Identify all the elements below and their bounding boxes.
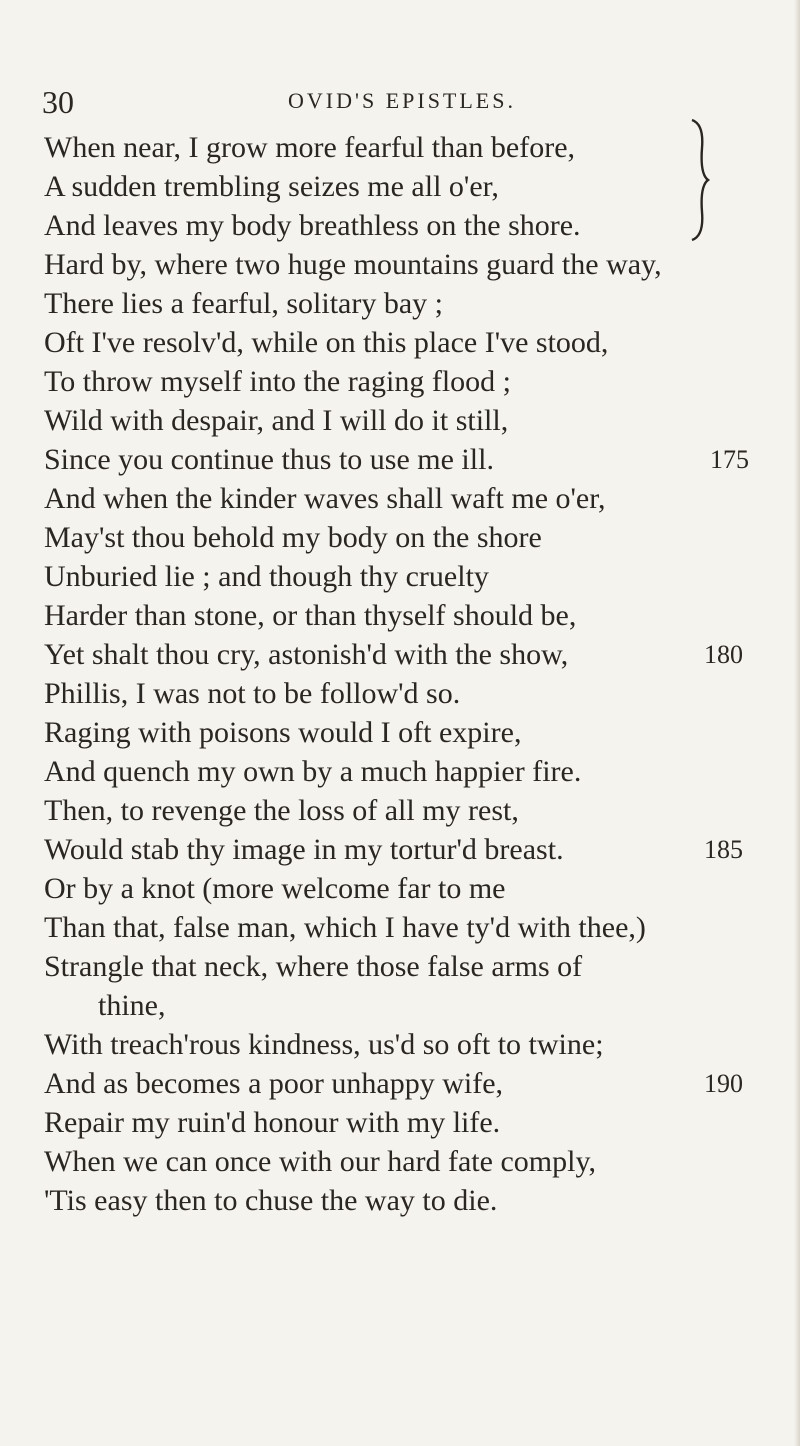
verse-line-text: Unburied lie ; and though thy cruelty	[44, 560, 489, 593]
verse-line-text: And as becomes a poor unhappy wife,	[44, 1067, 504, 1100]
verse-line-text: Then, to revenge the loss of all my rest,	[44, 794, 519, 827]
verse-line-text: Repair my ruin'd honour with my life.	[44, 1106, 501, 1139]
verse-line	[44, 1181, 784, 1220]
verse-line-text: With treach'rous kindness, us'd so oft to twine;	[44, 1028, 604, 1061]
line-number: 180	[704, 640, 743, 669]
verse-line	[44, 1142, 784, 1181]
verse-body	[44, 128, 784, 1220]
verse-line	[44, 167, 784, 206]
verse-line	[44, 596, 784, 635]
verse-line-text: When we can once with our hard fate comply,	[44, 1145, 596, 1178]
verse-line	[44, 635, 784, 674]
verse-line-text: Than that, false man, which I have ty'd with thee,)	[44, 911, 646, 944]
verse-line	[44, 128, 784, 167]
line-number: 190	[704, 1069, 743, 1098]
verse-line	[44, 674, 784, 713]
verse-line-text: And when the kinder waves shall waft me o'er,	[44, 482, 606, 515]
running-title: OVID'S EPISTLES.	[288, 88, 516, 113]
verse-line-text: To throw myself into the raging flood ;	[44, 365, 511, 398]
verse-line	[44, 986, 784, 1025]
verse-line	[44, 1103, 784, 1142]
verse-line-text: And quench my own by a much happier fire.	[44, 755, 582, 788]
verse-line	[44, 752, 784, 791]
verse-line-text: Hard by, where two huge mountains guard the way,	[44, 248, 662, 281]
verse-line	[44, 557, 784, 596]
page-edge	[794, 0, 800, 1446]
verse-line	[44, 1064, 784, 1103]
page-number: 30	[42, 84, 74, 120]
verse-line	[44, 791, 784, 830]
verse-line	[44, 908, 784, 947]
line-number: 185	[704, 835, 743, 864]
verse-line	[44, 323, 784, 362]
verse-line-text: And leaves my body breathless on the shore.	[44, 209, 581, 242]
verse-line-text: There lies a fearful, solitary bay ;	[44, 287, 443, 320]
verse-line-text: 'Tis easy then to chuse the way to die.	[44, 1184, 498, 1217]
verse-line-text: Harder than stone, or than thyself should be,	[44, 599, 577, 632]
verse-line-text: Wild with despair, and I will do it still,	[44, 404, 509, 437]
verse-line-text: A sudden trembling seizes me all o'er,	[44, 170, 499, 203]
line-number: 175	[710, 445, 749, 474]
verse-line	[44, 830, 784, 869]
verse-line-text: When near, I grow more fearful than before,	[44, 131, 576, 164]
verse-line	[44, 401, 784, 440]
verse-line	[44, 206, 784, 245]
verse-line	[44, 1025, 784, 1064]
verse-line-text: Or by a knot (more welcome far to me	[44, 872, 506, 905]
verse-line	[44, 440, 784, 479]
verse-line-text: Strangle that neck, where those false arms of	[44, 950, 583, 983]
verse-line	[44, 284, 784, 323]
verse-line-text: Oft I've resolv'd, while on this place I've stood,	[44, 326, 609, 359]
verse-line-text: Would stab thy image in my tortur'd breast.	[44, 833, 564, 866]
verse-line-text: Yet shalt thou cry, astonish'd with the show,	[44, 638, 569, 671]
verse-line-text: thine,	[98, 989, 166, 1022]
verse-line-text: Since you continue thus to use me ill.	[44, 443, 494, 476]
verse-line-text: Raging with poisons would I oft expire,	[44, 716, 522, 749]
verse-line	[44, 362, 784, 401]
verse-line	[44, 713, 784, 752]
verse-line	[44, 479, 784, 518]
verse-line	[44, 947, 784, 986]
verse-line-text: Phillis, I was not to be follow'd so.	[44, 677, 461, 710]
verse-line-text: May'st thou behold my body on the shore	[44, 521, 542, 554]
verse-line	[44, 518, 784, 557]
verse-line	[44, 869, 784, 908]
verse-line	[44, 245, 784, 284]
